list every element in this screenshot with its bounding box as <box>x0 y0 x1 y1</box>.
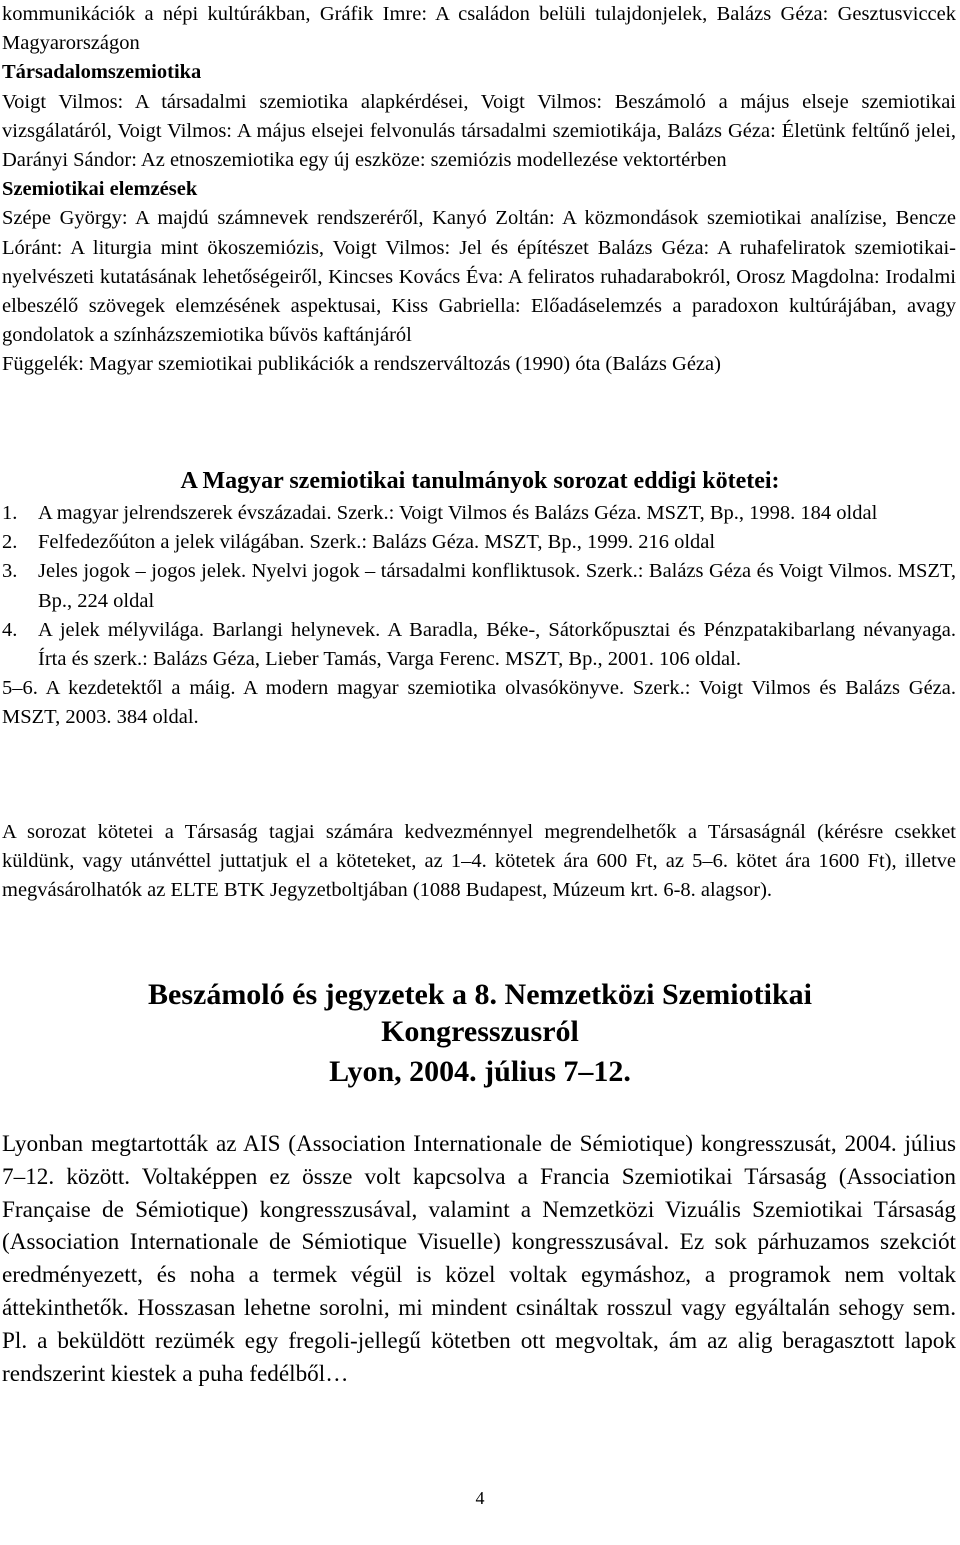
list-item <box>2 557 956 615</box>
list-item <box>2 616 956 674</box>
list-item <box>2 499 956 528</box>
list-item-text: Felfedezőúton a jelek világában. Szerk.: Balázs Géza. MSZT, Bp., 1999. 216 oldal <box>38 531 716 554</box>
section-heading-social-semiotics: Társadalomszemiotika <box>2 61 202 84</box>
section-text-social-semiotics: Voigt Vilmos: A társadalmi szemiotika alapkérdései, Voigt Vilmos: Beszámoló a május elseje szemiotikai vizsgálatáról, Voigt Vilmos: A május elsejei felvonulás társadalmi szemiotikája, Balázs Géza: Életünk feltűnő jelei, Darányi Sándor: Az etnoszemiotika egy új eszköze: szemiózis modellezése vektortérben <box>2 90 956 172</box>
list-item-number: 2. <box>2 531 18 554</box>
ordering-paragraph: A sorozat kötetei a Társaság tagjai számára kedvezménnyel megrendelhetők a Társaságnál (kérésre csekket küldünk, vagy utánvéttel juttatjuk el a köteteket, az 1–4. kötetek ára 600 Ft, az 5–6. kötet ára 1600 Ft), illetve megvásárolhatók az ELTE BTK Jegyzetboltjában (1088 Budapest, Múzeum krt. 6-8. alagsor). <box>2 821 956 902</box>
section-text-semiotic-analyses: Szépe György: A majdú számnevek rendszeréről, Kanyó Zoltán: A közmondások szemiotikai analízise, Bencze Lóránt: A liturgia mint ökoszemiózis, Voigt Vilmos: Jel és építészet Balázs Géza: A ruhafeliratok szemiotikai-nyelvészeti kutatásának lehetőségeiről, Kincses Kovács Éva: A feliratos ruhadarabokról, Orosz Magdolna: Irodalmi elbeszélő szövegek elemzésének aspektusai, Kiss Gabriella: Előadáselemzés a paradoxon kultúrájában, avagy gondolatok a színházszemiotika bűvös kaftánjáról <box>2 207 956 347</box>
list-item-last: 5–6. A kezdetektől a máig. A modern magyar szemiotika olvasókönyve. Szerk.: Voigt Vilmos és Balázs Géza. MSZT, 2003. 384 oldal. <box>2 677 956 729</box>
report-body: Lyonban megtartották az AIS (Association Internationale de Sémiotique) kongresszusát, 2004. július 7–12. között. Voltaképpen ez össze volt kapcsolva a Francia Szemiotikai Társaság (Association Française de Sémiotique) kongresszusával, valamint a Nemzetközi Vizuális Szemiotikai Társaság (Association Internationale de Sémiotique Visuelle) kongresszusával. Ez sok párhuzamos szekciót eredményezett, és noha a termek végül is közel voltak egymáshoz, a programok nem voltak áttekinthetők. Hosszasan lehetne sorolni, mi mindent csináltak rosszul vagy egyáltalán sehogy sem. Pl. a beküldött rezümék egy fregoli-jellegű kötetben ott megvoltak, ám az alig beragasztott lapok rendszerint kiestek a puha fedélből… <box>2 1131 956 1387</box>
report-title-line-2: Kongresszusról <box>381 1015 579 1048</box>
list-item-text: A jelek mélyvilága. Barlangi helynevek. A Baradla, Béke-, Sátorkőpusztai és Pénzpatakibarlang névanyaga. Írta és szerk.: Balázs Géza, Lieber Tamás, Varga Ferenc. MSZT, Bp., 2001. 106 oldal. <box>38 618 956 671</box>
list-item-number: 4. <box>2 618 18 641</box>
series-heading: A Magyar szemiotikai tanulmányok sorozat eddigi kötetei: <box>180 468 780 494</box>
contents-block <box>2 0 956 380</box>
report-title-line-3: Lyon, 2004. július 7–12. <box>329 1055 631 1088</box>
page-number: 4 <box>475 1488 485 1508</box>
list-item <box>2 528 956 557</box>
appendix-line: Függelék: Magyar szemiotikai publikációk a rendszerváltozás (1990) óta (Balázs Géza) <box>2 353 721 376</box>
section-heading-semiotic-analyses: Szemiotikai elemzések <box>2 178 198 201</box>
contents-line-top: kommunikációk a népi kultúrákban, Gráfik Imre: A családon belüli tulajdonjelek, Balázs Géza: Gesztusviccek Magyarországon <box>2 3 956 55</box>
series-list <box>2 499 956 733</box>
list-item-text: A magyar jelrendszerek évszázadai. Szerk.: Voigt Vilmos és Balázs Géza. MSZT, Bp., 1998. 184 oldal <box>38 502 878 524</box>
report-title-line-1: Beszámoló és jegyzetek a 8. Nemzetközi Szemiotikai <box>148 978 812 1011</box>
list-item-number: 3. <box>2 560 18 583</box>
list-item-text: Jeles jogok – jogos jelek. Nyelvi jogok – társadalmi konfliktusok. Szerk.: Balázs Géza és Voigt Vilmos. MSZT, Bp., 224 oldal <box>38 560 956 612</box>
list-item-number: 1. <box>2 502 18 524</box>
